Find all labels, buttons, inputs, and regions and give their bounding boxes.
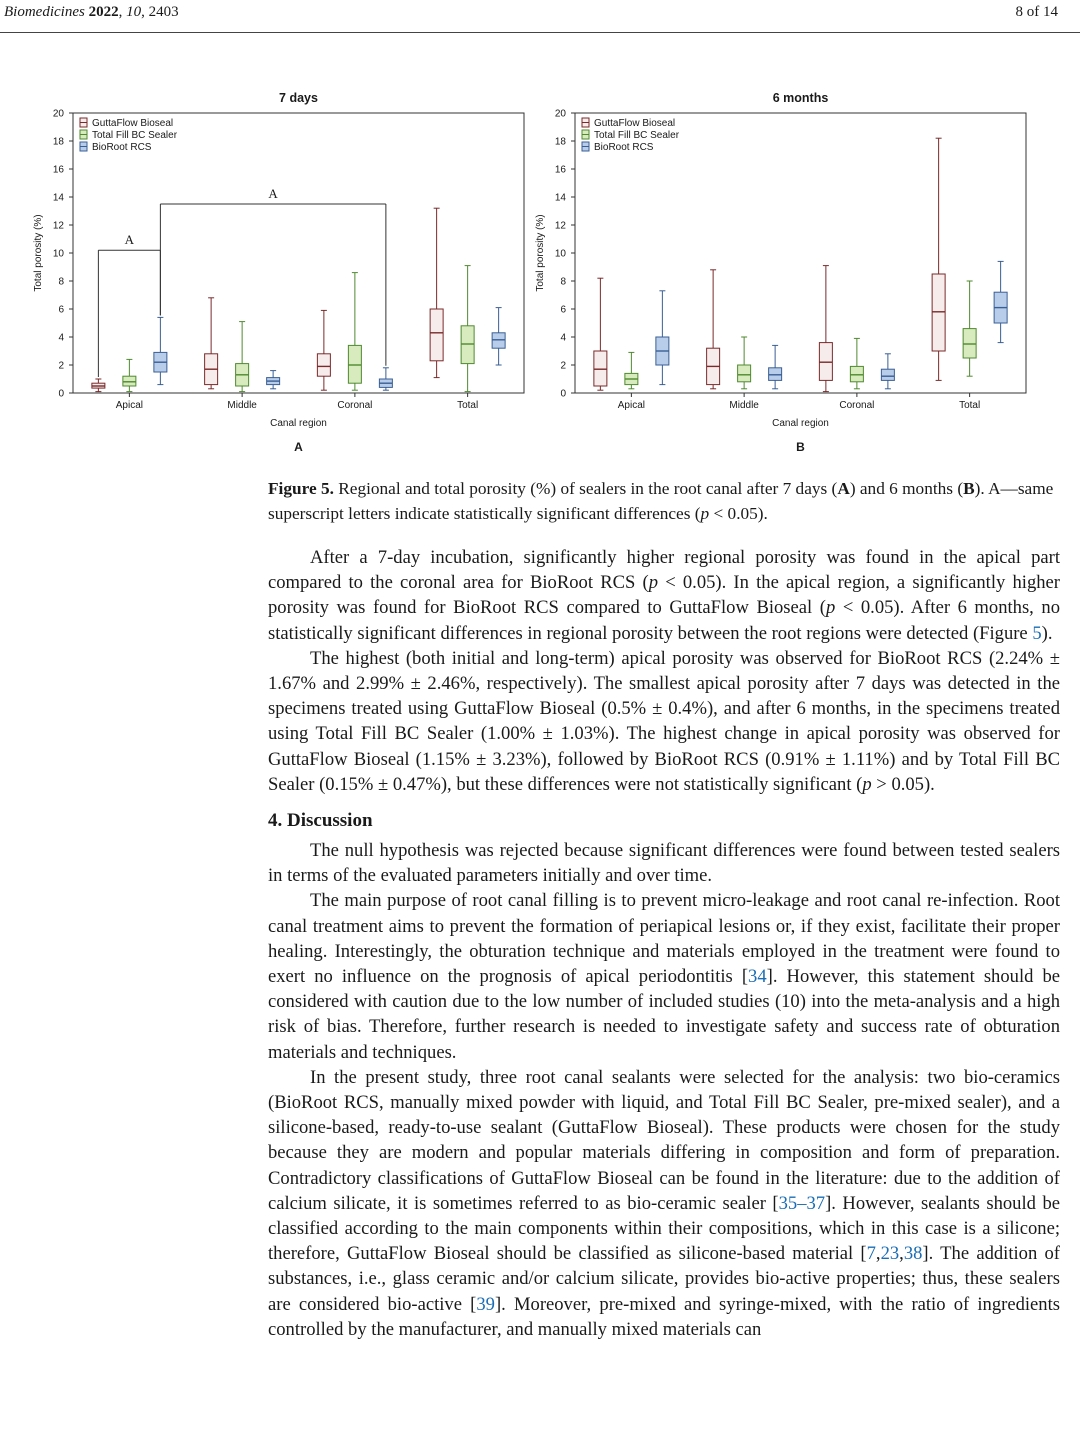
y-tick-label: 10 bbox=[554, 248, 566, 260]
chart-7-days bbox=[28, 86, 532, 466]
x-tick-label: Apical bbox=[617, 400, 645, 411]
y-tick-label: 16 bbox=[52, 164, 64, 176]
legend-label: BioRoot RCS bbox=[594, 142, 654, 153]
y-tick-label: 0 bbox=[560, 388, 566, 400]
citation-link[interactable]: 23 bbox=[880, 1243, 900, 1265]
y-tick-label: 2 bbox=[58, 360, 64, 372]
chart-6-months bbox=[530, 86, 1034, 466]
box-iqr bbox=[461, 326, 474, 364]
journal-volume: 10 bbox=[126, 4, 142, 20]
citation-link[interactable]: 38 bbox=[903, 1243, 923, 1265]
y-tick-label: 14 bbox=[52, 192, 64, 204]
citation-link[interactable]: 34 bbox=[748, 966, 767, 988]
significance-letter: A bbox=[124, 232, 135, 248]
x-axis-label: Canal region bbox=[270, 418, 327, 429]
y-axis-label: Total porosity (%) bbox=[535, 214, 546, 292]
x-tick-label: Middle bbox=[227, 400, 257, 411]
article-body bbox=[268, 545, 1060, 1342]
x-tick-label: Coronal bbox=[839, 400, 875, 411]
citation-link[interactable]: 7 bbox=[866, 1243, 876, 1265]
journal-citation: Biomedicines 2022, 10, 2403 bbox=[4, 4, 179, 20]
significance-bracket bbox=[160, 186, 386, 366]
significance-letter: A bbox=[268, 186, 278, 201]
y-tick-label: 2 bbox=[560, 360, 566, 372]
legend-label: GuttaFlow Bioseal bbox=[92, 118, 174, 129]
citation-link[interactable]: 39 bbox=[476, 1293, 495, 1315]
y-tick-label: 20 bbox=[52, 108, 64, 120]
section-heading: 4. Discussion bbox=[268, 810, 373, 832]
article-number: 2403 bbox=[148, 4, 179, 20]
legend-label: BioRoot RCS bbox=[92, 142, 152, 153]
y-tick-label: 4 bbox=[58, 332, 64, 344]
box-iqr bbox=[738, 365, 751, 382]
paragraph: After a 7-day incubation, significantly higher regional porosity was found in the apical part compared to the coronal area for BioRoot RCS (p < 0.05). In the apical region, a significantly higher porosity was found for BioRoot RCS compared to GuttaFlow Bioseal (p < 0.05). After 6 months, no statistically significant differences in regional porosity between the root regions were detected (Figure 5). bbox=[268, 547, 1060, 644]
x-tick-label: Total bbox=[457, 400, 479, 411]
y-tick-label: 14 bbox=[554, 192, 566, 204]
legend-label: Total Fill BC Sealer bbox=[594, 130, 680, 141]
legend-label: GuttaFlow Bioseal bbox=[594, 118, 676, 129]
x-tick-label: Apical bbox=[115, 400, 143, 411]
y-tick-label: 12 bbox=[52, 220, 64, 232]
chart-title: 6 months bbox=[772, 91, 829, 105]
paragraph: In the present study, three root canal sealants were selected for the analysis: two bio-ceramics (BioRoot RCS, manually mixed powder with liquid, and Total Fill BC Sealer, pre-mixed sealer), and a silicone-based, ready-to-use sealant (GuttaFlow Bioseal). These products were chosen for the study because they are modern and popular materials differing in composition and form of preparation. Contradictory classifications of GuttaFlow Bioseal can be found in the literature: due to the addition of calcium silicate, it is sometimes referred to as bio-ceramic sealer [35–37]. However, sealants should be classified according to the main components within their compositions, which in this case is a silicone; therefore, GuttaFlow Bioseal should be classified as silicone-based material [7,23,38]. The addition of substances, i.e., glass ceramic and/or calcium silicate, provides bio-active properties; thus, these sealers are considered bio-active [39]. Moreover, pre-mixed and syringe-mixed, with the ratio of ingredients controlled by the manufacturer, and manually mixed materials can bbox=[268, 1066, 1061, 1340]
box-iqr bbox=[317, 354, 330, 376]
x-tick-label: Total bbox=[959, 400, 981, 411]
plot-frame bbox=[73, 113, 524, 393]
citation-link[interactable]: 35–37 bbox=[778, 1192, 826, 1214]
panel-label: B bbox=[796, 440, 805, 454]
page-number: 8 of 14 bbox=[1015, 4, 1058, 20]
page-header bbox=[0, 0, 1080, 34]
paragraph: The main purpose of root canal filling is to prevent micro-leakage and root canal re-infection. Root canal treatment aims to prevent the formation of periapical lesions or, if they exist, facilitate their proper healing. Interestingly, the obturation technique and materials employed in the treatment were found to exert no influence on the prognosis of apical periodontitis [34]. However, this statement should be considered with caution due to the low number of included studies (10) into the meta-analysis and a high risk of bias. Therefore, further research is needed to investigate safety and success rate of obturation materials and techniques. bbox=[268, 890, 1061, 1063]
x-tick-label: Coronal bbox=[337, 400, 373, 411]
figure-label: Figure 5. bbox=[268, 479, 334, 498]
x-axis-label: Canal region bbox=[772, 418, 829, 429]
y-tick-label: 8 bbox=[58, 276, 64, 288]
journal-name: Biomedicines bbox=[4, 4, 85, 20]
box-iqr bbox=[430, 309, 443, 361]
y-tick-label: 6 bbox=[560, 304, 566, 316]
y-tick-label: 16 bbox=[554, 164, 566, 176]
y-tick-label: 12 bbox=[554, 220, 566, 232]
y-axis-label: Total porosity (%) bbox=[33, 214, 44, 292]
figure-caption: Figure 5. Regional and total porosity (%) of sealers in the root canal after 7 days (A) and 6 months (B). A—same superscript letters indicate statistically significant differences (p < 0.05). bbox=[268, 479, 1054, 523]
y-tick-label: 4 bbox=[560, 332, 566, 344]
y-tick-label: 8 bbox=[560, 276, 566, 288]
figure-ref-link[interactable]: 5 bbox=[1032, 622, 1042, 644]
legend-label: Total Fill BC Sealer bbox=[92, 130, 178, 141]
x-tick-label: Middle bbox=[729, 400, 759, 411]
y-tick-label: 10 bbox=[52, 248, 64, 260]
significance-bracket bbox=[98, 232, 160, 377]
chart-title: 7 days bbox=[279, 91, 318, 105]
y-tick-label: 0 bbox=[58, 388, 64, 400]
plot-frame bbox=[575, 113, 1026, 393]
y-tick-label: 18 bbox=[554, 136, 566, 148]
y-tick-label: 20 bbox=[554, 108, 566, 120]
y-tick-label: 18 bbox=[52, 136, 64, 148]
journal-year: 2022 bbox=[88, 4, 119, 20]
box-iqr bbox=[881, 369, 894, 380]
y-tick-label: 6 bbox=[58, 304, 64, 316]
paragraph: The null hypothesis was rejected because significant differences were found between tested sealers in terms of the evaluated parameters initially and over time. bbox=[268, 840, 1060, 887]
header-rule bbox=[0, 32, 1080, 33]
paragraph: The highest (both initial and long-term) apical porosity was observed for BioRoot RCS (2.24% ± 1.67% and 2.99% ± 2.46%, respectively). The smallest apical porosity after 7 days was detected in the specimens treated using GuttaFlow Bioseal (0.5% ± 0.4%), and after 6 months, in the specimens treated using Total Fill BC Sealer (1.00% ± 1.03%). The highest change in apical porosity was observed for GuttaFlow Bioseal (1.15% ± 3.23%), followed by BioRoot RCS (0.91% ± 1.11%) and by Total Fill BC Sealer (0.15% ± 0.47%), but these differences were not statistically significant (p > 0.05). bbox=[268, 647, 1060, 795]
panel-label: A bbox=[294, 440, 303, 454]
